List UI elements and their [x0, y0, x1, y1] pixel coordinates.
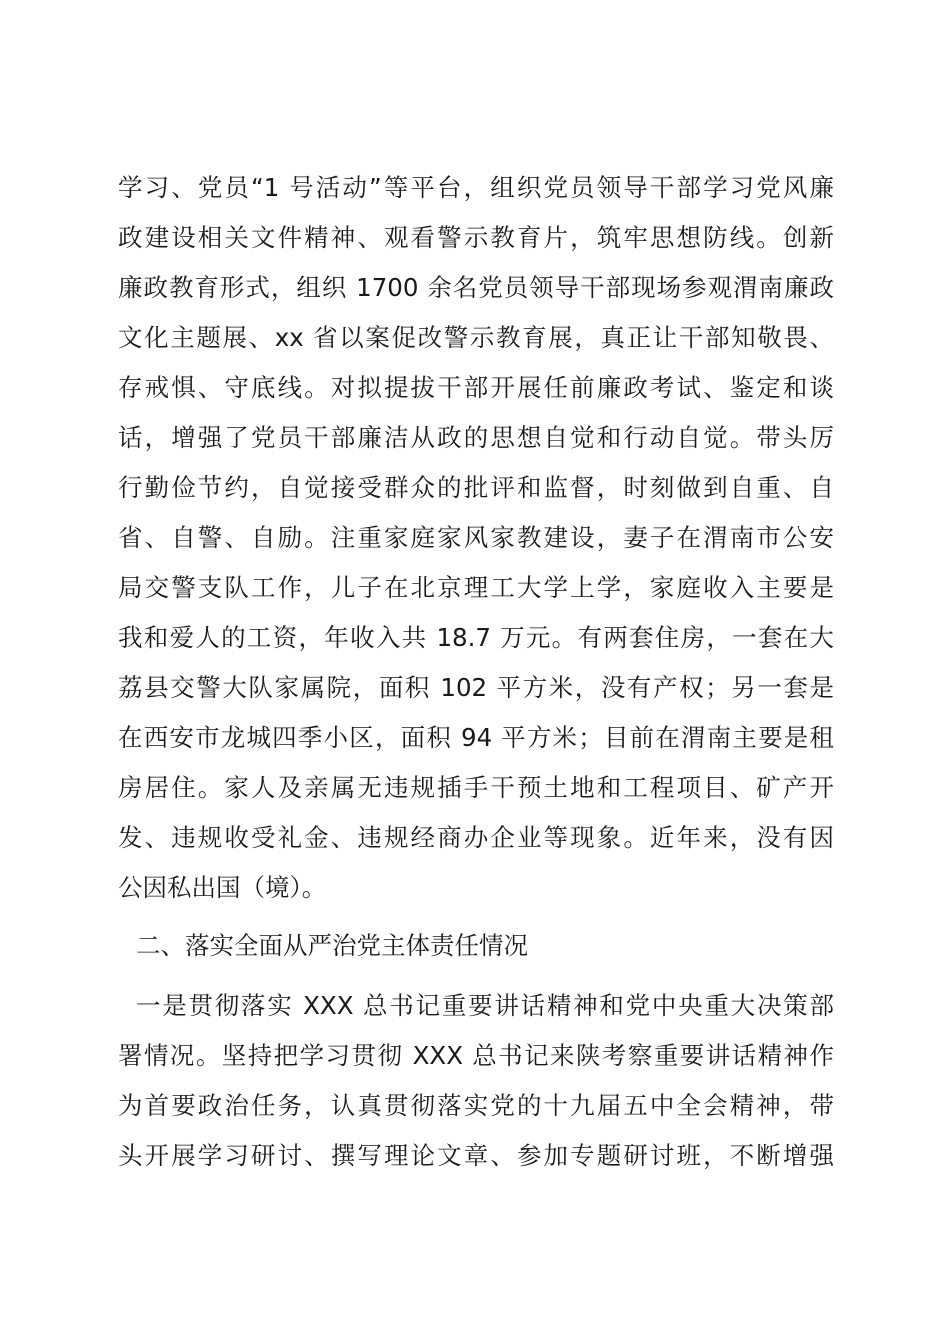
- body-text-line: 发、违规收受礼金、违规经商办企业等现象。近年来，没有因: [118, 823, 834, 852]
- body-text-line: 房居住。家人及亲属无违规插手干预土地和工程项目、矿产开: [118, 773, 834, 802]
- body-text-line: 廉政教育形式，组织 1700 余名党员领导干部现场参观渭南廉政: [118, 273, 834, 302]
- body-text-line: 话，增强了党员干部廉洁从政的思想自觉和行动自觉。带头厉: [118, 423, 834, 452]
- body-text-line: 在西安市龙城四季小区，面积 94 平方米；目前在渭南主要是租: [118, 723, 834, 752]
- body-text-line: 存戒惧、守底线。对拟提拔干部开展任前廉政考试、鉴定和谈: [118, 373, 834, 402]
- body-text-line: 学习、党员“1 号活动”等平台，组织党员领导干部学习党风廉: [118, 173, 834, 202]
- body-text-line: 局交警支队工作，儿子在北京理工大学上学，家庭收入主要是: [118, 573, 834, 602]
- body-text-line: 行勤俭节约，自觉接受群众的批评和监督，时刻做到自重、自: [118, 473, 834, 502]
- body-text-line: 公因私出国（境）。: [118, 873, 327, 902]
- body-text-line: 文化主题展、xx 省以案促改警示教育展，真正让干部知敬畏、: [118, 323, 834, 352]
- body-text-line: 头开展学习研讨、撰写理论文章、参加专题研讨班，不断增强: [118, 1141, 834, 1170]
- body-text-line: 省、自警、自励。注重家庭家风家教建设，妻子在渭南市公安: [118, 523, 834, 552]
- body-text-line: 为首要政治任务，认真贯彻落实党的十九届五中全会精神，带: [118, 1091, 834, 1120]
- section-heading: 二、落实全面从严治党主体责任情况: [136, 931, 528, 960]
- body-text-line: 我和爱人的工资，年收入共 18.7 万元。有两套住房，一套在大: [118, 623, 834, 652]
- body-text-line: 政建设相关文件精神、观看警示教育片，筑牢思想防线。创新: [118, 223, 834, 252]
- body-text-line: 荔县交警大队家属院，面积 102 平方米，没有产权；另一套是: [118, 673, 834, 702]
- body-text-line: 署情况。坚持把学习贯彻 XXX 总书记来陕考察重要讲话精神作: [118, 1041, 834, 1070]
- body-text-line: 一是贯彻落实 XXX 总书记重要讲话精神和党中央重大决策部: [136, 991, 834, 1020]
